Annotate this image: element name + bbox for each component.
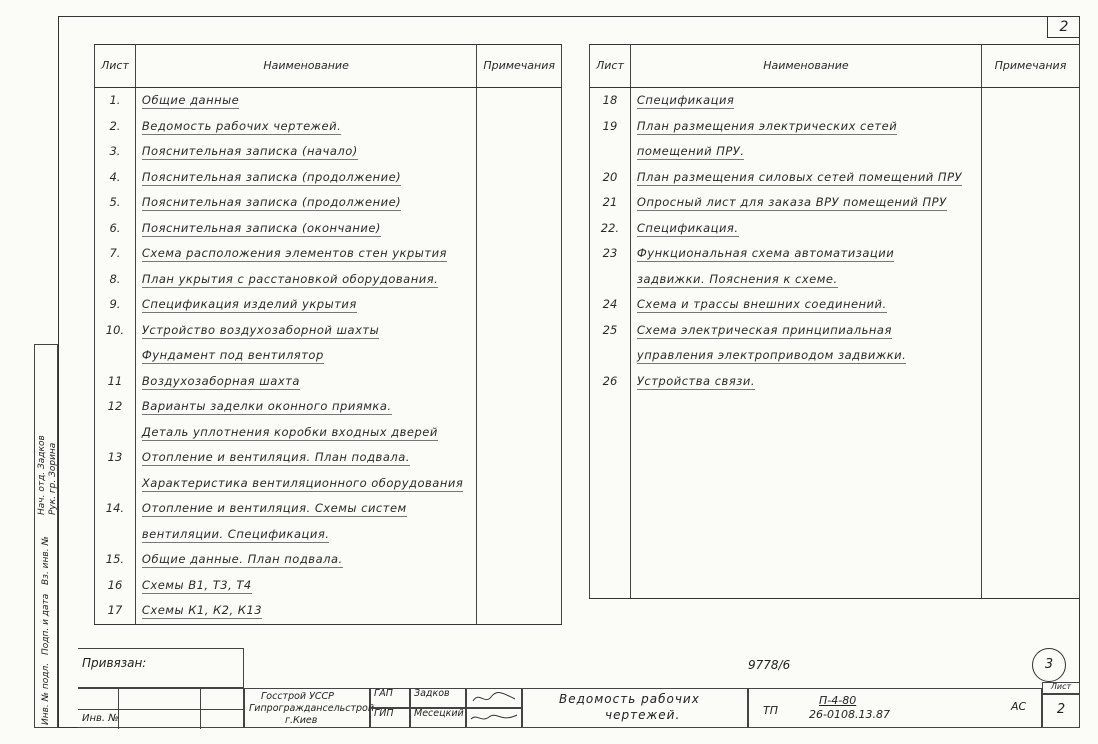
sheet-name: Спецификация изделий укрытия xyxy=(141,297,357,311)
sheet-number: 26 xyxy=(590,369,631,395)
list-row xyxy=(590,216,1080,242)
list-row xyxy=(590,445,1080,471)
sheet-value-cell xyxy=(1042,694,1080,728)
sheet-number: 25 xyxy=(590,318,631,344)
sheet-number xyxy=(95,471,136,497)
sheet-name-cell xyxy=(135,573,476,599)
sheet-name: Спецификация xyxy=(636,93,735,107)
person2-cell xyxy=(410,708,466,728)
sheet-name: Схема расположения элементов стен укрытия xyxy=(141,246,447,260)
sheet-number: 16 xyxy=(95,573,136,599)
person2-name: Месецкий xyxy=(414,708,464,719)
sheet-name: Пояснительная записка (продолжение) xyxy=(141,195,402,209)
sheet-number xyxy=(590,522,631,548)
sheet-number: 23 xyxy=(590,241,631,267)
side-group-lead: Рук. гр. Зорина xyxy=(48,442,58,515)
sheet-name-cell xyxy=(135,496,476,522)
sheet-notes xyxy=(981,114,1079,140)
list-row xyxy=(95,190,562,216)
sheet-number: 19 xyxy=(590,114,631,140)
side-inv-replacement: Вз. инв. № xyxy=(41,536,51,585)
sheet-name-cell xyxy=(135,216,476,242)
sheet-notes xyxy=(477,216,562,242)
sheet-notes xyxy=(981,318,1079,344)
sheet-notes xyxy=(477,114,562,140)
sheet-name: Функциональная схема автоматизации xyxy=(636,246,895,260)
sheet-number xyxy=(590,573,631,599)
list-row xyxy=(95,88,562,114)
organization-box xyxy=(244,688,375,728)
list-row xyxy=(95,216,562,242)
list-row xyxy=(95,547,562,573)
list-row xyxy=(95,114,562,140)
sheet-notes xyxy=(981,292,1079,318)
sheet-number: 2. xyxy=(95,114,136,140)
sheet-number: 10. xyxy=(95,318,136,344)
sheet-name-cell xyxy=(630,216,981,242)
sheet-notes xyxy=(477,496,562,522)
sheet-name-cell xyxy=(630,471,981,497)
org-line-2: Гипрограждансельстрой xyxy=(249,703,375,714)
sheet-name: помещений ПРУ. xyxy=(636,144,745,158)
sheet-name-cell xyxy=(135,394,476,420)
sheet-notes xyxy=(477,139,562,165)
sheet-notes xyxy=(477,165,562,191)
sheet-name-cell xyxy=(630,190,981,216)
sheet-number xyxy=(590,420,631,446)
list-row xyxy=(590,267,1080,293)
list-row xyxy=(95,343,562,369)
sheet-name-cell xyxy=(135,598,476,624)
list-row xyxy=(590,318,1080,344)
list-row xyxy=(590,394,1080,420)
sheet-name-cell xyxy=(135,445,476,471)
stage-label: АС xyxy=(1011,700,1027,713)
col-header-notes: Примечания xyxy=(981,45,1079,88)
sheet-notes xyxy=(981,369,1079,395)
sheet-name-cell xyxy=(630,496,981,522)
sheet-notes xyxy=(477,420,562,446)
sheet-number xyxy=(590,496,631,522)
sheet-number: 24 xyxy=(590,292,631,318)
sheet-number: 12 xyxy=(95,394,136,420)
list-row xyxy=(95,598,562,624)
sheet-number-corner: 2 xyxy=(1047,16,1080,38)
sheet-name: Спецификация. xyxy=(636,220,739,235)
sheet-name: Фундамент под вентилятор xyxy=(141,348,324,362)
sheet-name: Устройство воздухозаборной шахты xyxy=(141,322,380,337)
sheet-notes xyxy=(981,522,1079,548)
list-row xyxy=(590,547,1080,573)
sheet-number xyxy=(590,139,631,165)
sheet-notes xyxy=(477,241,562,267)
list-row xyxy=(590,496,1080,522)
list-row xyxy=(95,420,562,446)
title-line-1: Ведомость рабочих xyxy=(559,692,700,706)
sheet-name-cell xyxy=(630,420,981,446)
sheet-name-cell xyxy=(135,190,476,216)
sheet-number xyxy=(590,267,631,293)
sheet-number: 5. xyxy=(95,190,136,216)
sheet-name: Пояснительная записка (окончание) xyxy=(141,220,381,235)
sheet-name: Опросный лист для заказа ВРУ помещений ПРУ xyxy=(636,195,947,209)
sheet-number: 17 xyxy=(95,598,136,624)
sheet-name-cell xyxy=(630,88,981,114)
sheet-number: 21 xyxy=(590,190,631,216)
drawing-title-box xyxy=(522,688,748,728)
sheet-name: задвижки. Пояснения к схеме. xyxy=(636,271,838,286)
privyazan-label: Привязан: xyxy=(82,656,147,670)
list-row xyxy=(590,190,1080,216)
sheet-name-cell xyxy=(135,165,476,191)
list-row xyxy=(95,318,562,344)
sheet-notes xyxy=(981,343,1079,369)
col-header-name: Наименование xyxy=(135,45,476,88)
sheet-number xyxy=(590,547,631,573)
sheet-name-cell xyxy=(135,292,476,318)
sheet-number: 15. xyxy=(95,547,136,573)
sheet-name: Пояснительная записка (продолжение) xyxy=(141,169,402,184)
sheet-notes xyxy=(981,216,1079,242)
list-row xyxy=(95,471,562,497)
sheet-name-cell xyxy=(135,88,476,114)
tp-code-box xyxy=(748,688,1042,728)
sheet-notes xyxy=(477,369,562,395)
sheet-notes xyxy=(477,573,562,599)
sheet-number: 3. xyxy=(95,139,136,165)
sheet-name: вентиляции. Спецификация. xyxy=(141,526,330,541)
sheet-name: Воздухозаборная шахта xyxy=(141,373,300,388)
col-header-list: Лист xyxy=(590,45,631,88)
sheet-name-cell xyxy=(630,318,981,344)
sheet-name-cell xyxy=(135,114,476,140)
sheet-notes xyxy=(981,496,1079,522)
list-row xyxy=(590,165,1080,191)
sheet-number: 6. xyxy=(95,216,136,242)
sheet-notes xyxy=(981,547,1079,573)
sheet-notes xyxy=(981,394,1079,420)
list-row xyxy=(95,165,562,191)
title-line-2: чертежей. xyxy=(605,708,681,722)
col-header-list: Лист xyxy=(95,45,136,88)
sheet-label-cell xyxy=(1042,682,1080,694)
sheet-name-cell xyxy=(135,471,476,497)
list-row xyxy=(95,369,562,395)
list-row xyxy=(95,394,562,420)
circled-page-number: 3 xyxy=(1032,648,1066,682)
list-row xyxy=(590,573,1080,599)
sheet-notes xyxy=(477,522,562,548)
list-row xyxy=(590,88,1080,114)
sheet-notes xyxy=(981,165,1079,191)
sheet-name-cell xyxy=(135,369,476,395)
sheet-number xyxy=(95,522,136,548)
sheet-notes xyxy=(981,190,1079,216)
list-row xyxy=(590,139,1080,165)
sheet-name-cell xyxy=(135,522,476,548)
sheet-name-cell xyxy=(630,267,981,293)
person1-name: Задков xyxy=(414,688,450,699)
sheet-name: Схемы К1, К2, К13 xyxy=(141,603,263,617)
privyazan-grid xyxy=(78,688,244,728)
list-row xyxy=(590,292,1080,318)
privyazan-box xyxy=(78,648,244,688)
list-row xyxy=(95,267,562,293)
sheet-number: 11 xyxy=(95,369,136,395)
list-row xyxy=(95,292,562,318)
signature2-cell xyxy=(466,708,522,728)
sheet-notes xyxy=(981,471,1079,497)
sheet-number xyxy=(95,343,136,369)
side-sign-date: Подп. и дата xyxy=(41,593,51,655)
sheet-number: 13 xyxy=(95,445,136,471)
sheet-notes xyxy=(981,573,1079,599)
sheet-name: Устройства связи. xyxy=(636,373,755,388)
right-sheet-list xyxy=(589,44,1080,599)
sheet-notes xyxy=(981,267,1079,293)
signature-1 xyxy=(467,689,521,707)
sheet-number xyxy=(590,445,631,471)
list-row xyxy=(95,496,562,522)
sheet-name: Общие данные. План подвала. xyxy=(141,552,343,566)
sheet-name: Схема электрическая принципиальная xyxy=(636,322,892,337)
sheet-name: Схемы В1, Т3, Т4 xyxy=(141,577,252,592)
sheet-name: Ведомость рабочих чертежей. xyxy=(141,118,342,133)
sheet-name: План укрытия с расстановкой оборудования. xyxy=(141,271,439,286)
left-sheet-list xyxy=(94,44,562,625)
sheet-name: Общие данные xyxy=(141,93,240,107)
sheet-name-cell xyxy=(630,139,981,165)
sheet-name-cell xyxy=(135,547,476,573)
sheet-name-cell xyxy=(630,394,981,420)
signature1-cell xyxy=(466,688,522,708)
sheet-number xyxy=(590,394,631,420)
org-line-3: г.Киев xyxy=(285,715,318,726)
sheet-name-cell xyxy=(630,165,981,191)
role2-label: ГИП xyxy=(374,708,394,719)
sheet-notes xyxy=(477,394,562,420)
sheet-name-cell xyxy=(630,241,981,267)
col-header-notes: Примечания xyxy=(477,45,562,88)
side-head-dept: Нач. отд. Задков xyxy=(37,435,47,515)
list-row xyxy=(590,114,1080,140)
sheet-notes xyxy=(477,292,562,318)
sheet-notes xyxy=(981,241,1079,267)
sheet-notes xyxy=(477,318,562,344)
sheet-notes xyxy=(477,343,562,369)
sheet-number: 22. xyxy=(590,216,631,242)
sheet-name: План размещения электрических сетей xyxy=(636,118,898,133)
col-header-name: Наименование xyxy=(630,45,981,88)
sheet-number: 1. xyxy=(95,88,136,114)
sheet-name-cell xyxy=(630,343,981,369)
tp-code-2: 26-0108.13.87 xyxy=(809,708,890,721)
list-row xyxy=(590,522,1080,548)
sheet-name: Отопление и вентиляция. План подвала. xyxy=(141,450,410,464)
role1-label: ГАП xyxy=(374,688,393,699)
sheet-number: 20 xyxy=(590,165,631,191)
sheet-number: 7. xyxy=(95,241,136,267)
side-inv-original: Инв. № подл. xyxy=(41,662,51,725)
list-row xyxy=(95,445,562,471)
sheet-name-cell xyxy=(630,369,981,395)
sheet-name-cell xyxy=(135,318,476,344)
list-row xyxy=(590,471,1080,497)
sheet-notes xyxy=(477,190,562,216)
org-line-1: Госстрой УССР xyxy=(261,691,334,702)
sheet-notes xyxy=(981,420,1079,446)
role1-cell xyxy=(370,688,410,708)
sheet-name-cell xyxy=(135,267,476,293)
sheet-notes xyxy=(477,445,562,471)
sheet-name-cell xyxy=(630,445,981,471)
sheet-name: Схема и трассы внешних соединений. xyxy=(636,297,887,311)
sheet-name-cell xyxy=(630,114,981,140)
sheet-name: Деталь уплотнения коробки входных дверей xyxy=(141,424,438,439)
sheet-number: 9. xyxy=(95,292,136,318)
sheet-notes xyxy=(477,267,562,293)
sheet-value: 2 xyxy=(1056,702,1066,717)
sheet-name-cell xyxy=(135,241,476,267)
list-row xyxy=(95,522,562,548)
sheet-notes xyxy=(477,547,562,573)
person1-cell xyxy=(410,688,466,708)
list-row xyxy=(95,573,562,599)
list-row xyxy=(590,420,1080,446)
sheet-name: Варианты заделки оконного приямка. xyxy=(141,399,392,413)
side-approval-strip xyxy=(34,344,58,728)
sheet-number: 8. xyxy=(95,267,136,293)
sheet-number xyxy=(95,420,136,446)
list-row xyxy=(95,241,562,267)
sheet-name-cell xyxy=(135,420,476,446)
sheet-notes xyxy=(477,471,562,497)
sheet-name-cell xyxy=(630,547,981,573)
sheet-notes xyxy=(981,445,1079,471)
sheet-number xyxy=(590,343,631,369)
sheet-name: Отопление и вентиляция. Схемы систем xyxy=(141,501,407,515)
sheet-name: Пояснительная записка (начало) xyxy=(141,144,358,158)
sheet-label: Лист xyxy=(1050,682,1072,691)
doc-number: 9778/6 xyxy=(748,658,791,672)
sheet-number: 14. xyxy=(95,496,136,522)
list-row xyxy=(590,369,1080,395)
sheet-notes xyxy=(981,139,1079,165)
sheet-name: Характеристика вентиляционного оборудования xyxy=(141,475,464,490)
signature-2 xyxy=(467,709,521,727)
sheet-name-cell xyxy=(630,573,981,599)
list-row xyxy=(590,241,1080,267)
tp-label: ТП xyxy=(763,704,778,717)
sheet-number xyxy=(590,471,631,497)
sheet-number: 4. xyxy=(95,165,136,191)
list-row xyxy=(95,139,562,165)
sheet-name: План размещения силовых сетей помещений ПРУ xyxy=(636,169,963,184)
sheet-name-cell xyxy=(630,522,981,548)
list-row xyxy=(590,343,1080,369)
sheet-notes xyxy=(477,88,562,114)
sheet-name: управления электроприводом задвижки. xyxy=(636,348,907,362)
sheet-name-cell xyxy=(135,343,476,369)
sheet-name-cell xyxy=(630,292,981,318)
sheet-name-cell xyxy=(135,139,476,165)
role2-cell xyxy=(370,708,410,728)
inv-no-label: Инв. № xyxy=(82,713,119,724)
sheet-notes xyxy=(477,598,562,624)
sheet-notes xyxy=(981,88,1079,114)
tp-code-1: П-4-80 xyxy=(819,694,857,707)
sheet-number: 18 xyxy=(590,88,631,114)
